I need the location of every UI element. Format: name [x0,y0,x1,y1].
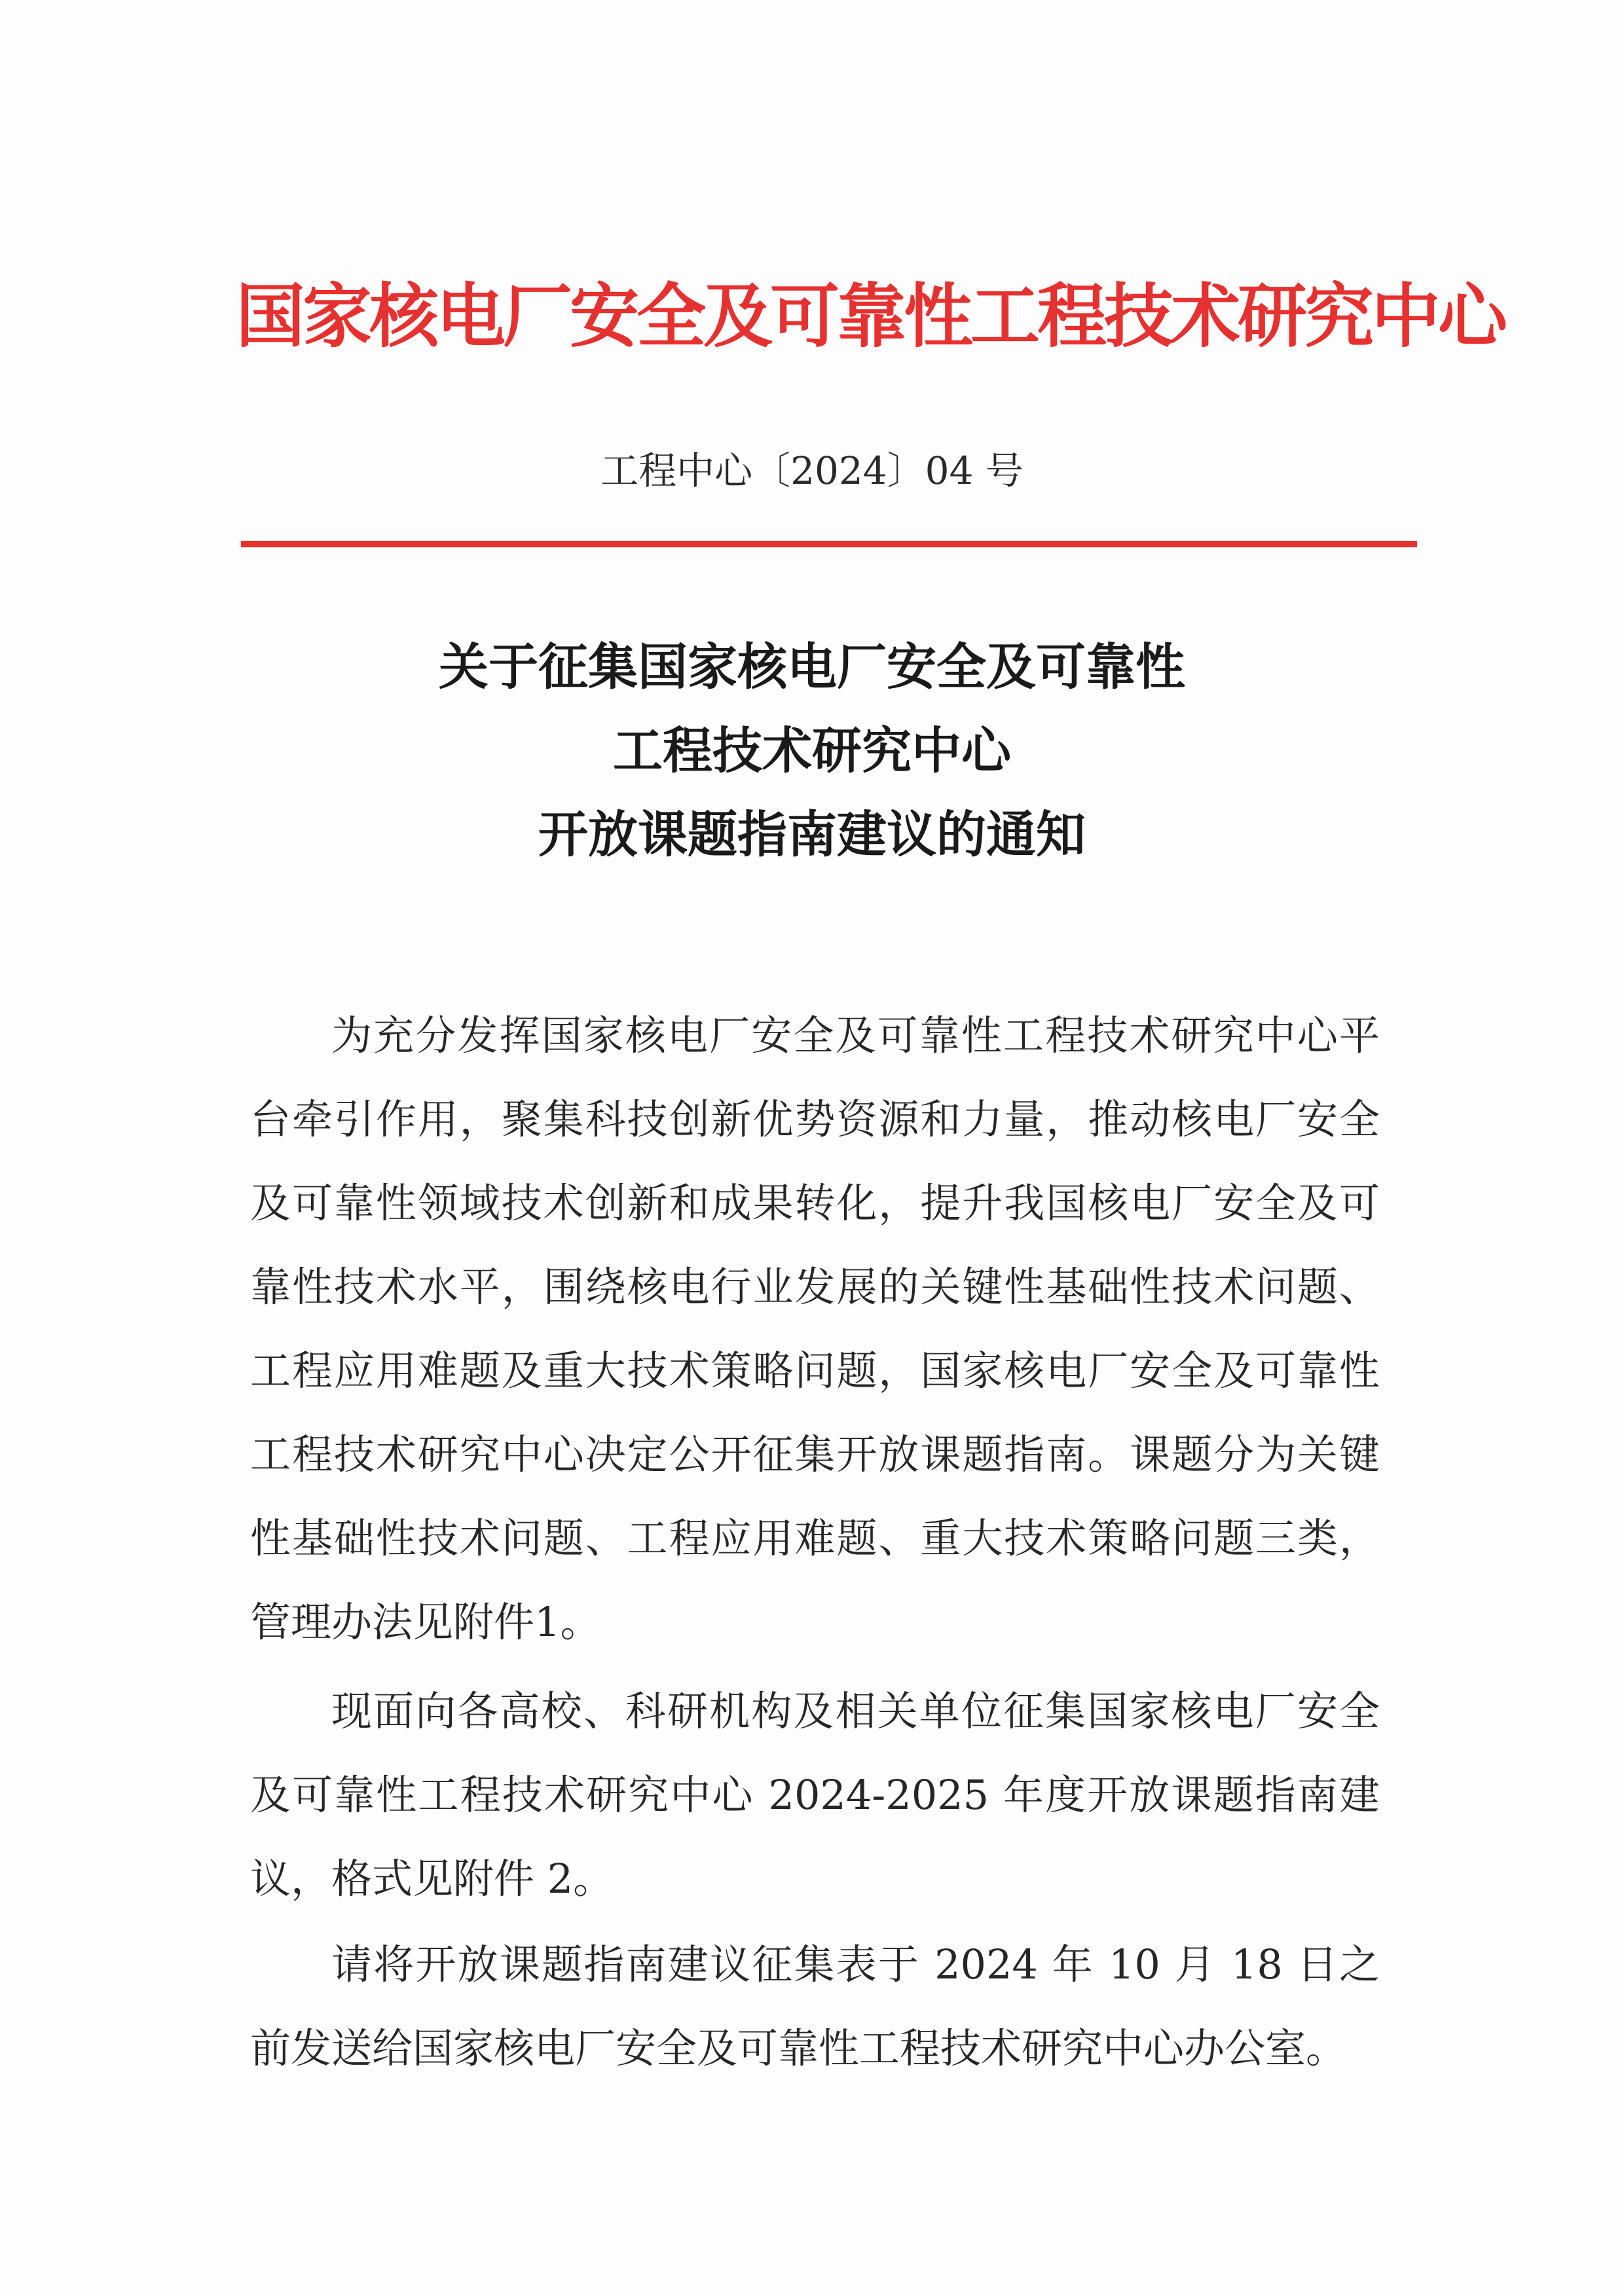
document-number: 工程中心〔2024〕04 号 [600,448,1024,493]
notice-title [236,625,1388,877]
header-divider [241,541,1417,547]
body-paragraph-2: 现面向各高校、科研机构及相关单位征集国家核电厂安全及可靠性工程技术研究中心 2024-2025 年度开放课题指南建议，格式见附件 2。 [250,1687,1380,1903]
title-line-2: 工程技术研究中心 [613,721,1011,780]
title-line-1: 关于征集国家核电厂安全及可靠性 [439,638,1185,696]
title-line-3: 开放课题指南建议的通知 [538,805,1086,864]
body-paragraph-3: 请将开放课题指南建议征集表于 2024 年 10 月 18 日之前发送给国家核电厂安全及可靠性工程技术研究中心办公室。 [250,1941,1380,2072]
organization-header: 国家核电厂安全及可靠性工程技术研究中心 [236,276,1505,357]
body-paragraph-1: 为充分发挥国家核电厂安全及可靠性工程技术研究中心平台牵引作用，聚集科技创新优势资源和力量，推动核电厂安全及可靠性领域技术创新和成果转化，提升我国核电厂安全及可靠性技术水平，围绕核电行业发展的关键性基础性技术问题、工程应用难题及重大技术策略问题，国家核电厂安全及可靠性工程技术研究中心决定公开征集开放课题指南。课题分为关键性基础性技术问题、工程应用难题、重大技术策略问题三类，管理办法见附件1。 [250,1011,1380,1646]
